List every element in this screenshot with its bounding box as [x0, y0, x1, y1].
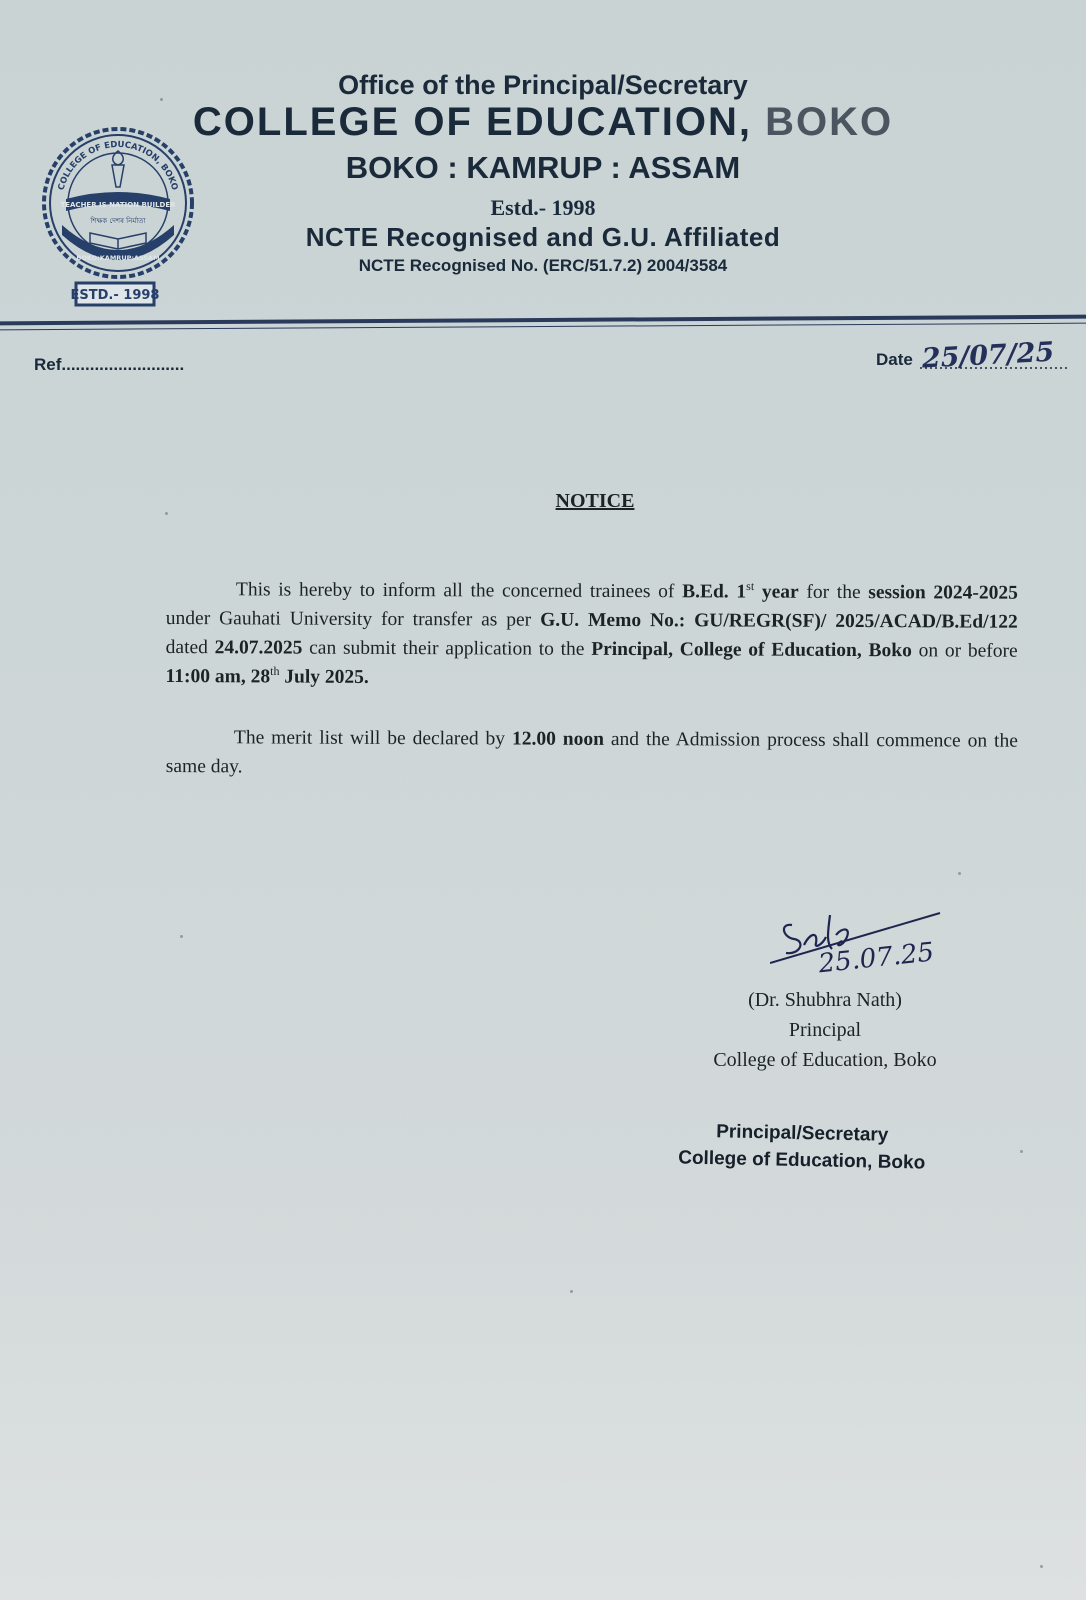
- paper-speck: [180, 935, 183, 938]
- svg-text:BOKO:KAMRUP:ASSAM: BOKO:KAMRUP:ASSAM: [76, 254, 160, 262]
- college-name-boko: BOKO: [765, 100, 894, 144]
- svg-text:TEACHER IS NATION BUILDER: TEACHER IS NATION BUILDER: [60, 201, 176, 209]
- ncte-registration-number: NCTE Recognised No. (ERC/51.7.2) 2004/3584: [358, 256, 728, 275]
- reference-field: Ref..........................: [34, 355, 185, 374]
- text-run: and the Admission process shall commence on the same day.: [165, 728, 1018, 778]
- handwritten-date-text: 25/07/25: [921, 336, 1056, 375]
- text-deadline: 11:00 am, 28: [165, 665, 271, 688]
- text-course: B.Ed. 1: [682, 581, 747, 603]
- text-memo-date: 24.07.2025: [214, 637, 303, 659]
- established-year: Estd.- 1998: [490, 195, 596, 220]
- handwritten-date: [920, 333, 1070, 381]
- text-run: for the: [798, 581, 869, 604]
- notice-paragraph-1: [165, 575, 1017, 695]
- signatory-block: [690, 985, 960, 1075]
- svg-text:ESTD.- 1998: ESTD.- 1998: [70, 288, 160, 303]
- text-merit-time: 12.00 noon: [511, 728, 605, 750]
- signatory-designation: Principal: [788, 1019, 862, 1041]
- text-memo-number: G.U. Memo No.: GU/REGR(SF)/ 2025/ACAD/B.Ed/122: [540, 609, 1018, 633]
- text-run: dated: [165, 636, 215, 659]
- text-run: can submit their application to the: [302, 637, 592, 660]
- paper-speck: [1040, 1565, 1043, 1568]
- paper-speck: [570, 1290, 573, 1293]
- signatory-name: (Dr. Shubhra Nath): [748, 989, 902, 1011]
- college-location: BOKO : KAMRUP : ASSAM: [345, 150, 741, 185]
- text-session: session 2024-2025: [868, 582, 1018, 604]
- svg-text:শিক্ষক দেশৰ নিৰ্মাতা: শিক্ষক দেশৰ নিৰ্মাতা: [90, 217, 146, 225]
- college-name-main: COLLEGE OF EDUCATION,: [192, 100, 752, 144]
- superscript-th: th: [270, 663, 280, 678]
- paper-speck: [165, 512, 168, 515]
- stamp-line-2: College of Education, Boko: [678, 1147, 926, 1174]
- principal-signature: [770, 905, 960, 985]
- text-addressee: Principal, College of Education, Boko: [591, 638, 912, 662]
- paper-speck: [1020, 1150, 1023, 1153]
- ncte-affiliation: NCTE Recognised and G.U. Affiliated: [305, 222, 781, 252]
- college-name: [0, 100, 1086, 145]
- paper-speck: [160, 98, 163, 101]
- text-year: year: [754, 581, 799, 603]
- text-run: The merit list will be declared by: [233, 727, 513, 750]
- text-run: under Gauhati University for transfer as per: [165, 607, 541, 631]
- stamp-line-1: Principal/Secretary: [716, 1121, 889, 1146]
- signature-date: 25.07.25: [817, 937, 936, 980]
- office-heading: Office of the Principal/Secretary: [338, 70, 748, 100]
- svg-text:COLLEGE OF EDUCATION, BOKO: COLLEGE OF EDUCATION, BOKO: [56, 139, 180, 192]
- signatory-institution: College of Education, Boko: [713, 1049, 937, 1071]
- notice-paragraph-2: [166, 723, 1018, 785]
- notice-title: NOTICE: [555, 490, 635, 512]
- text-run: on or before: [911, 640, 1018, 662]
- text-deadline-month: July 2025.: [279, 666, 369, 688]
- office-stamp: [671, 1117, 932, 1176]
- text-run: This is hereby to inform all the concerned trainees of: [235, 579, 683, 603]
- date-label: Date: [876, 350, 913, 369]
- superscript-st: st: [746, 579, 755, 594]
- paper-speck: [958, 872, 961, 875]
